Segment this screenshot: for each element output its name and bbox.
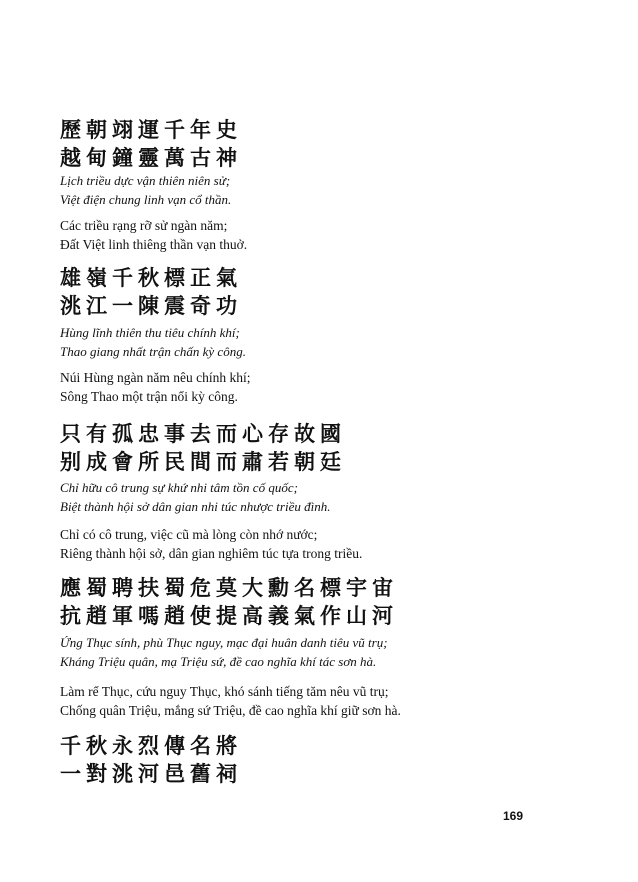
transliteration-3 (60, 478, 330, 516)
stanza-4 (60, 574, 398, 630)
han-line: 越甸鐘靈萬古神 (60, 145, 242, 170)
translation-line: Núi Hùng ngàn năm nêu chính khí; (60, 370, 251, 385)
transliteration-line: Chỉ hữu cô trung sự khứ nhi tâm tồn cố quốc; (60, 480, 298, 495)
translation-line: Làm rể Thục, cứu nguy Thục, khó sánh tiếng tăm nêu vũ trụ; (60, 684, 389, 699)
translation-line: Đất Việt linh thiêng thần vạn thuở. (60, 237, 248, 252)
han-line: 雄嶺千秋標正氣 (60, 265, 242, 290)
transliteration-1 (60, 171, 231, 209)
stanza-3 (60, 420, 346, 476)
transliteration-2 (60, 323, 246, 361)
transliteration-4 (60, 633, 388, 671)
stanza-5 (60, 732, 242, 788)
translation-3 (60, 525, 362, 563)
transliteration-line: Hùng lĩnh thiên thu tiêu chính khí; (60, 325, 240, 340)
han-line: 一對洮河邑舊祠 (60, 761, 242, 786)
han-line: 應蜀聘扶蜀危莫大勳名標宇宙 (60, 575, 398, 600)
transliteration-line: Thao giang nhất trận chấn kỳ công. (60, 344, 246, 359)
han-line: 只有孤忠事去而心存故國 (60, 421, 346, 446)
transliteration-line: Biệt thành hội sở dân gian nhi túc nhược triều đình. (60, 499, 331, 514)
translation-line: Các triều rạng rỡ sử ngàn năm; (60, 218, 228, 233)
han-line: 抗趙軍嗎趙使提高義氣作山河 (60, 603, 398, 628)
translation-2 (60, 368, 250, 406)
translation-line: Chống quân Triệu, mắng sứ Triệu, đề cao nghĩa khí giữ sơn hà. (60, 703, 401, 718)
stanza-1 (60, 116, 242, 172)
translation-4 (60, 682, 401, 720)
translation-line: Sông Thao một trận nổi kỳ công. (60, 389, 238, 404)
han-line: 洮江一陳震奇功 (60, 293, 242, 318)
translation-1 (60, 216, 247, 254)
transliteration-line: Lịch triều dực vận thiên niên sử; (60, 173, 231, 188)
page-number: 169 (503, 809, 524, 823)
transliteration-line: Việt điện chung linh vạn cổ thần. (60, 192, 232, 207)
transliteration-line: Ứng Thục sính, phù Thục nguy, mạc đại huân danh tiêu vũ trụ; (60, 635, 388, 650)
han-line: 千秋永烈傳名將 (60, 733, 242, 758)
han-line: 别成會所民間而肅若朝廷 (60, 449, 346, 474)
stanza-2 (60, 264, 242, 320)
han-line: 歷朝翊運千年史 (60, 117, 242, 142)
translation-line: Chỉ có cô trung, việc cũ mà lòng còn nhớ nước; (60, 527, 318, 542)
transliteration-line: Kháng Triệu quân, mạ Triệu sứ, đề cao nghĩa khí tác sơn hà. (60, 654, 377, 669)
translation-line: Riêng thành hội sở, dân gian nghiêm túc tựa trong triều. (60, 546, 363, 561)
